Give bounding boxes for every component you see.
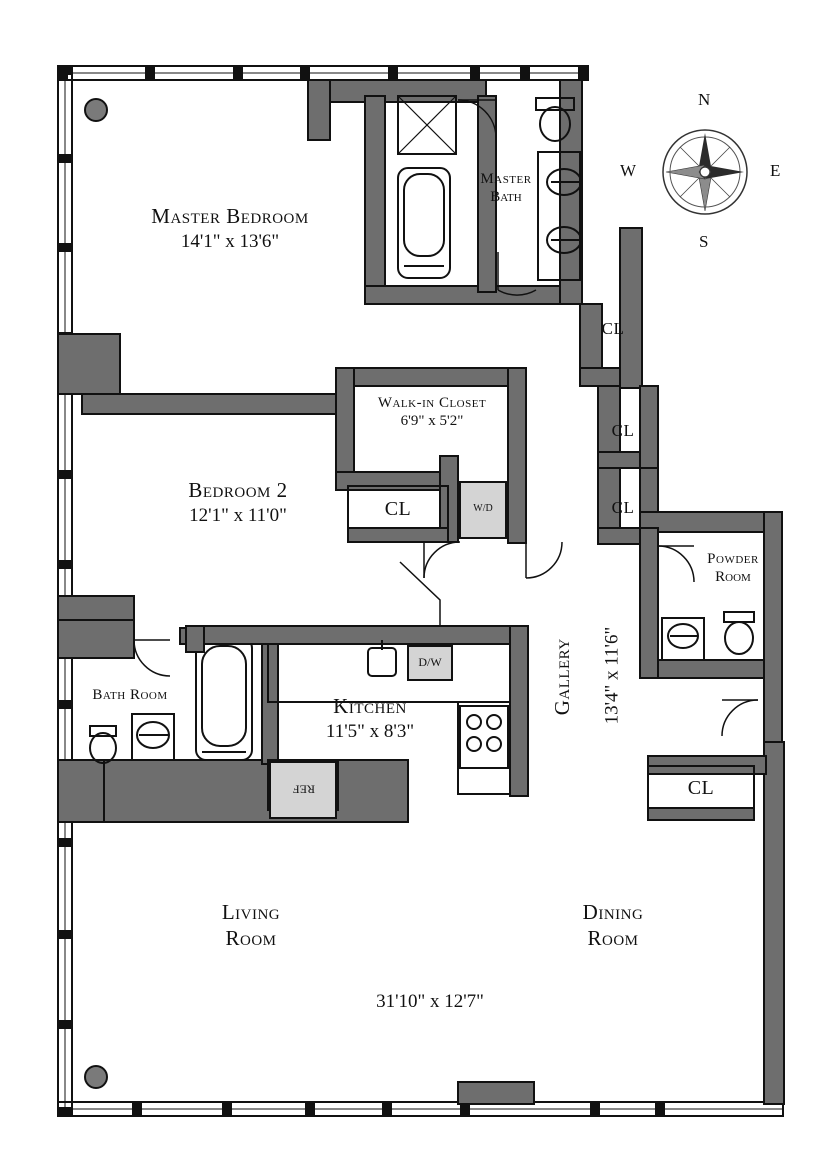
powder-room-name: Powder — [707, 551, 759, 567]
compass-south — [699, 232, 708, 252]
compass-north — [698, 90, 710, 110]
ref-text: REF — [293, 782, 316, 797]
dining-room-name2: Room — [587, 925, 639, 950]
compass-north-text: N — [698, 90, 711, 109]
compass-east-text: E — [770, 161, 781, 180]
gallery-name: Gallery — [550, 638, 575, 716]
walk-in-closet-name: Walk-in Closet — [377, 395, 487, 411]
gallery-dims: 13'4" x 11'6" — [601, 626, 623, 725]
room-label-bath-room — [74, 686, 186, 704]
appliance-label-refrigerator — [286, 782, 322, 797]
compass-west-text: W — [620, 161, 637, 180]
room-label-kitchen — [280, 694, 460, 743]
master-bedroom-dims: 14'1" x 13'6" — [180, 230, 280, 252]
cl-dining-text: CL — [687, 777, 715, 799]
kitchen-dims: 11'5" x 8'3" — [325, 720, 415, 742]
master-bath-name2: Bath — [490, 189, 522, 206]
cl-hall-1-text: CL — [601, 319, 625, 338]
bedroom-2-name: Bedroom 2 — [188, 478, 288, 502]
cl-hall-3-text: CL — [611, 498, 635, 517]
walk-in-closet-dims: 6'9" x 5'2" — [400, 413, 464, 430]
living-room-name: Living — [221, 900, 281, 924]
appliance-label-dishwasher — [412, 655, 448, 670]
closet-label-hall-1 — [590, 319, 636, 340]
room-label-gallery — [550, 587, 576, 767]
room-label-walk-in-closet — [358, 394, 506, 431]
living-room-dims — [340, 990, 520, 1013]
bedroom-2-dims: 12'1" x 11'0" — [189, 504, 287, 526]
room-label-bedroom-2 — [128, 478, 348, 527]
kitchen-name: Kitchen — [333, 694, 407, 718]
appliance-label-washer-dryer — [466, 503, 500, 515]
compass-west — [620, 161, 636, 181]
wd-text: W/D — [473, 503, 493, 514]
room-label-living-room — [166, 900, 336, 951]
compass-south-text: S — [699, 232, 709, 251]
bath-room-name: Bath Room — [92, 687, 168, 703]
compass-rose — [620, 100, 790, 240]
closet-label-hall-2 — [600, 421, 646, 442]
powder-room-name2: Room — [715, 569, 751, 586]
closet-label-hall-3 — [600, 498, 646, 519]
dining-room-name: Dining — [582, 900, 644, 924]
cl-hall-2-text: CL — [611, 421, 635, 440]
room-label-master-bath — [462, 170, 550, 207]
living-room-dims-value: 31'10" x 12'7" — [376, 991, 484, 1012]
room-label-dining-room — [528, 900, 698, 951]
room-label-master-bedroom — [120, 204, 340, 253]
room-dims-gallery — [600, 586, 623, 766]
room-label-powder-room — [678, 550, 788, 587]
cl-bedroom-2-text: CL — [384, 498, 412, 520]
dw-text: D/W — [418, 655, 442, 669]
closet-label-dining — [675, 776, 727, 800]
compass-east — [770, 161, 780, 181]
closet-label-bedroom-2 — [372, 497, 424, 521]
living-room-name2: Room — [225, 925, 277, 950]
master-bedroom-name: Master Bedroom — [151, 204, 309, 228]
master-bath-name: Master — [480, 171, 532, 187]
